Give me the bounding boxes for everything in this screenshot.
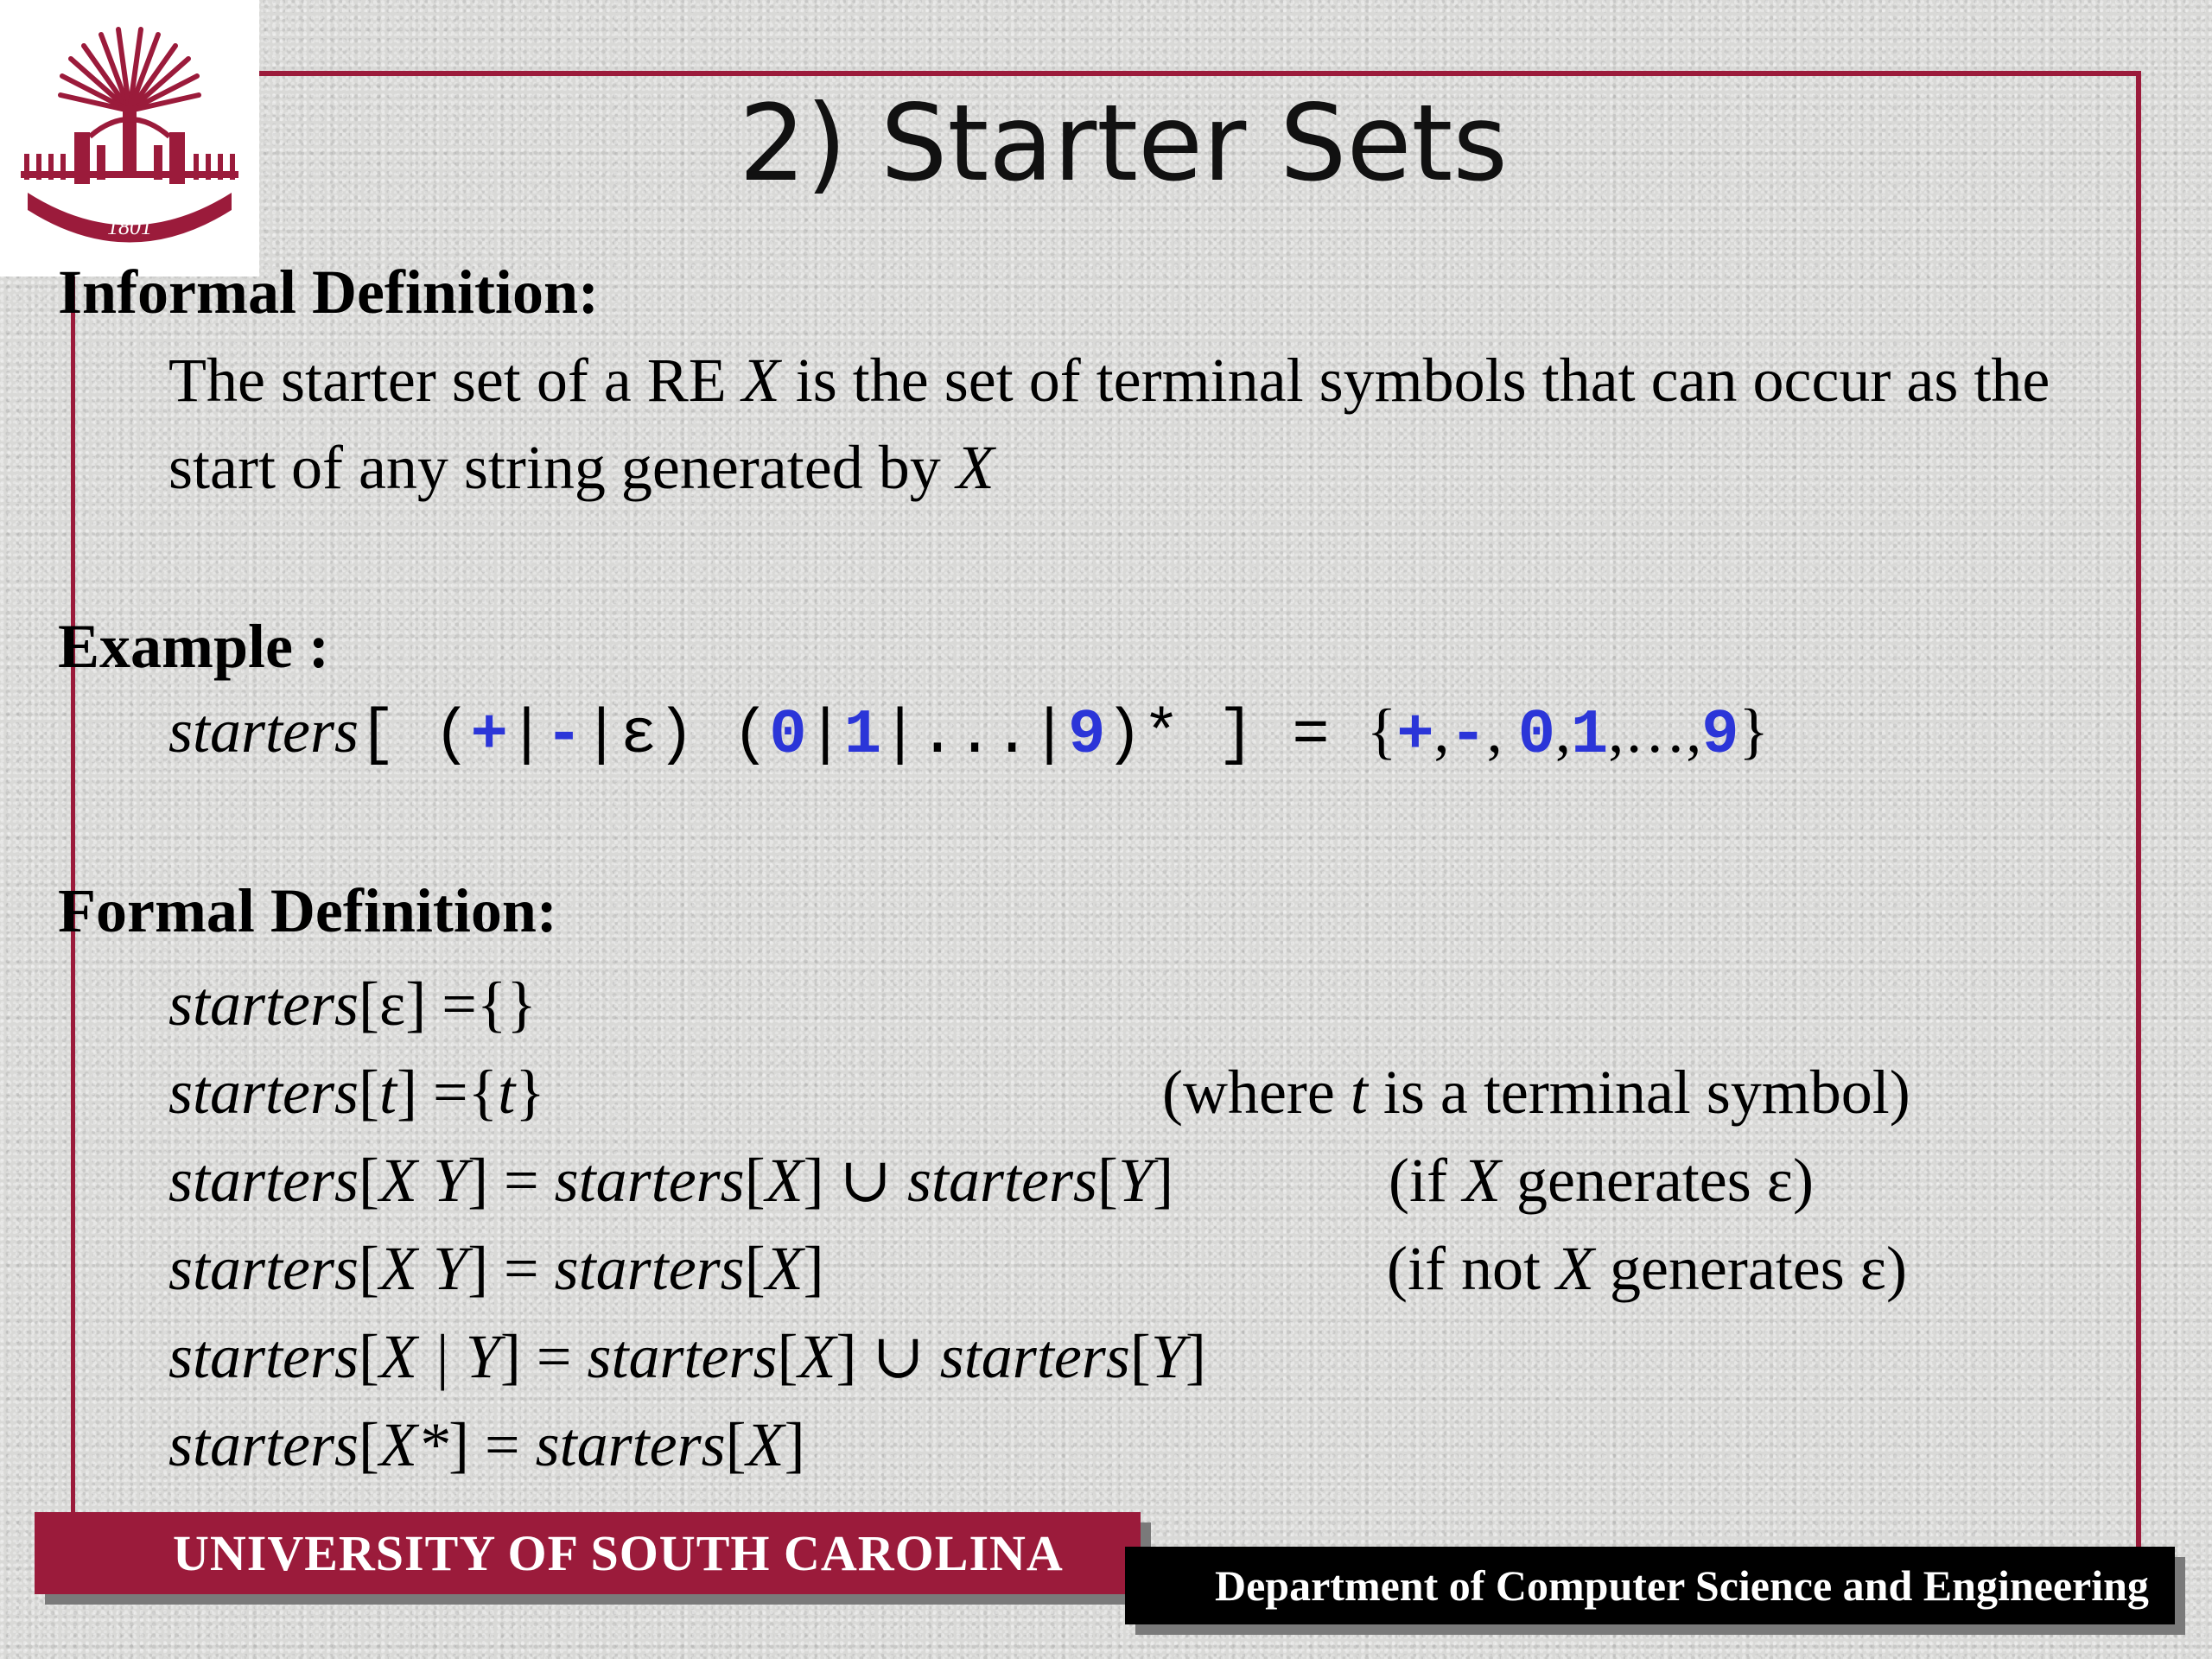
formal-rule: starters[X Y] = starters[X] [168, 1234, 824, 1303]
formal-rule: starters[t] ={t} [168, 1058, 545, 1127]
slide-frame-top [259, 71, 2141, 76]
example-heading: Example : [58, 612, 329, 681]
formal-rule-condition: (if not X generates ε) [1387, 1234, 1907, 1303]
informal-body: The starter set of a RE X is the set of terminal symbols that can occur as the start of any string generated by X [168, 346, 2050, 502]
page-title: 2) Starter Sets [739, 82, 1508, 205]
formal-rule: starters[X | Y] = starters[X] ∪ starters[Y] [168, 1322, 1206, 1391]
informal-heading: Informal Definition: [58, 257, 599, 327]
formal-rule: starters[X*] = starters[X] [168, 1410, 805, 1479]
formal-rule-condition: (if X generates ε) [1389, 1146, 1814, 1215]
formal-rule: starters[X Y] = starters[X] ∪ starters[Y] [168, 1146, 1174, 1215]
department-name: Department of Computer Science and Engineering [1215, 1561, 2149, 1610]
university-banner [35, 1512, 1141, 1594]
department-banner [1125, 1547, 2175, 1624]
example-expression: starters[ (+|-|ε) (0|1|...|9)* ] = {+,-, 0,1,…,9} [168, 696, 1769, 771]
formal-rule: starters[ε] ={} [168, 969, 537, 1039]
formal-rule-condition: (where t is a terminal symbol) [1162, 1058, 1910, 1127]
slide-frame-right [2136, 71, 2141, 1557]
formal-heading: Formal Definition: [58, 876, 557, 945]
logo-year: 1801 [107, 214, 152, 239]
university-name: UNIVERSITY OF SOUTH CAROLINA [173, 1525, 1064, 1581]
